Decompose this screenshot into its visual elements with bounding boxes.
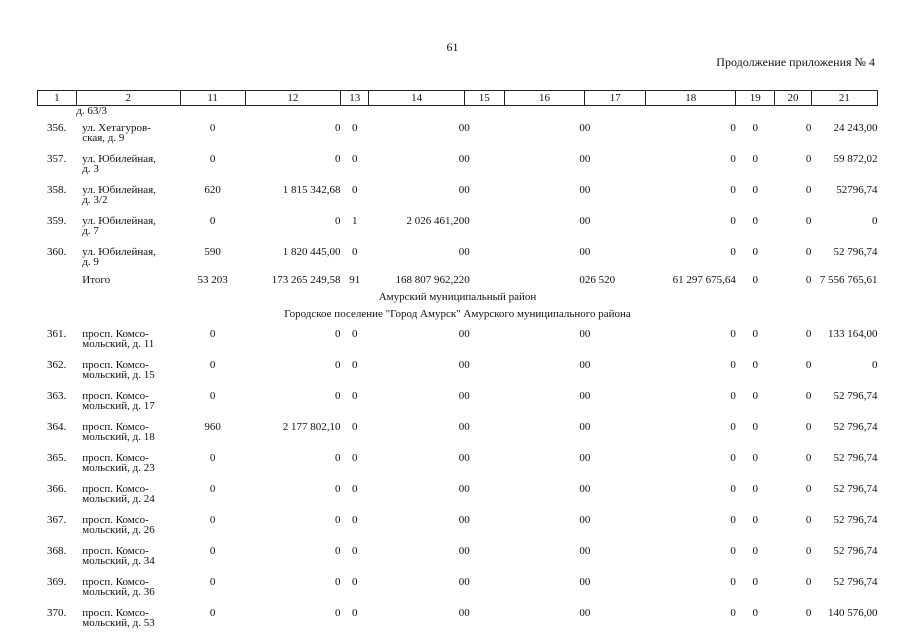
address-cell (76, 419, 180, 450)
value-cell-col-21: 52 796,74 (833, 452, 878, 464)
value-cell-col-20: 0 (805, 576, 812, 588)
value-cell-col-16: 0 (579, 390, 585, 402)
address-cell (76, 388, 180, 419)
address-line: мольский, д. 24 (82, 493, 155, 505)
district-heading: Амурский муниципальный район (378, 291, 537, 303)
value-cell-col-21: 52 796,74 (833, 576, 878, 588)
value-cell-col-15: 0 (464, 421, 470, 433)
value-cell-col-17: 0 (584, 215, 591, 227)
address-line: мольский, д. 26 (82, 524, 155, 536)
address-line: мольский, д. 18 (82, 431, 155, 443)
value-cell-col-17: 0 (584, 421, 591, 433)
value-cell-col-13: 0 (351, 452, 358, 464)
value-cell-col-15: 0 (464, 359, 470, 371)
value-cell-col-21: 52 796,74 (833, 390, 878, 402)
row-number: 368. (47, 545, 67, 557)
value-cell-col-21: 0 (872, 359, 878, 371)
value-cell-col-11: 0 (209, 328, 216, 340)
value-cell-col-19: 0 (752, 607, 758, 619)
value-cell-col-13: 1 (351, 215, 358, 227)
value-cell-col-19: 0 (752, 545, 758, 557)
value-cell-col-12: 0 (335, 153, 341, 165)
address-line: просп. Комсо- (82, 545, 149, 557)
total-cell-col-21: 7 556 765,61 (819, 274, 878, 286)
header-cell: 21 (811, 91, 877, 106)
address-line: д. 3 (82, 163, 99, 175)
value-cell-col-18: 0 (730, 483, 736, 495)
value-cell-col-15: 0 (464, 483, 470, 495)
value-cell-col-15: 0 (464, 390, 470, 402)
value-cell-col-18: 0 (730, 359, 736, 371)
value-cell-col-12: 0 (335, 215, 341, 227)
value-cell-col-17: 0 (584, 576, 591, 588)
address-cell (76, 182, 180, 213)
table-row (38, 213, 878, 244)
value-cell-col-13: 0 (351, 184, 358, 196)
row-number: 364. (47, 421, 67, 433)
value-cell-col-18: 0 (730, 421, 736, 433)
row-number: 359. (47, 215, 67, 227)
table-row (38, 151, 878, 182)
value-cell-col-17: 0 (584, 483, 591, 495)
address-cell (76, 151, 180, 182)
address-line: просп. Комсо- (82, 607, 149, 619)
value-cell-col-16: 0 (579, 483, 585, 495)
value-cell-col-20: 0 (805, 215, 812, 227)
value-cell-col-14: 0 (458, 576, 465, 588)
table-row (38, 244, 878, 275)
row-number: 365. (47, 452, 67, 464)
value-cell-col-17: 0 (584, 514, 591, 526)
value-cell-col-19: 0 (752, 359, 758, 371)
value-cell-col-17: 0 (584, 359, 591, 371)
district-row (38, 292, 878, 309)
value-cell-col-12: 0 (335, 576, 341, 588)
value-cell-col-16: 0 (579, 122, 585, 134)
value-cell-col-14: 0 (458, 452, 465, 464)
value-cell-col-11: 0 (209, 122, 216, 134)
value-cell-col-17: 0 (584, 607, 591, 619)
value-cell-col-14: 0 (458, 514, 465, 526)
value-cell-col-13: 0 (351, 483, 358, 495)
header-cell: 17 (585, 91, 646, 106)
value-cell-col-14: 0 (458, 545, 465, 557)
header-cell: 16 (504, 91, 585, 106)
address-line: просп. Комсо- (82, 514, 149, 526)
value-cell-col-20: 0 (805, 483, 812, 495)
value-cell-col-11: 0 (209, 607, 216, 619)
value-cell-col-18: 0 (730, 514, 736, 526)
row-number: 357. (47, 153, 67, 165)
header-row (38, 91, 878, 106)
table-body (38, 106, 878, 637)
value-cell-col-21: 52 796,74 (833, 514, 878, 526)
continuation-title: Продолжение приложения № 4 (716, 55, 875, 69)
value-cell-col-20: 0 (805, 122, 812, 134)
value-cell-col-16: 0 (579, 328, 585, 340)
value-cell-col-14: 0 (458, 246, 465, 258)
header-cell: 13 (341, 91, 369, 106)
address-line: просп. Комсо- (82, 421, 149, 433)
value-cell-col-17: 0 (584, 122, 591, 134)
value-cell-col-11: 0 (209, 390, 216, 402)
total-cell-col-20: 0 (805, 274, 812, 286)
value-cell-col-19: 0 (752, 328, 758, 340)
value-cell-col-21: 52 796,74 (833, 421, 878, 433)
header-cell: 15 (464, 91, 504, 106)
value-cell-col-13: 0 (351, 421, 358, 433)
value-cell-col-19: 0 (752, 452, 758, 464)
row-number: 366. (47, 483, 67, 495)
row-number: 362. (47, 359, 67, 371)
header-cell: 2 (76, 91, 180, 106)
value-cell-col-21: 140 576,00 (828, 607, 878, 619)
value-cell-col-18: 0 (730, 184, 736, 196)
value-cell-col-16: 0 (579, 452, 585, 464)
value-cell-col-16: 0 (579, 246, 585, 258)
table-row (38, 512, 878, 543)
address-line: просп. Комсо- (82, 483, 149, 495)
value-cell-col-14: 0 (458, 390, 465, 402)
value-cell-col-12: 0 (335, 452, 341, 464)
value-cell-col-14: 0 (458, 421, 465, 433)
value-cell-col-13: 0 (351, 153, 358, 165)
header-cell: 18 (646, 91, 736, 106)
address-cell: д. 63/3 (76, 105, 107, 117)
value-cell-col-15: 0 (464, 122, 470, 134)
value-cell-col-11: 0 (209, 452, 216, 464)
value-cell-col-11: 0 (209, 514, 216, 526)
value-cell-col-13: 0 (351, 390, 358, 402)
value-cell-col-15: 0 (464, 514, 470, 526)
total-cell-col-16: 0 (579, 274, 585, 286)
value-cell-col-20: 0 (805, 421, 812, 433)
value-cell-col-21: 133 164,00 (828, 328, 878, 340)
value-cell-col-21: 0 (872, 215, 878, 227)
value-cell-col-16: 0 (579, 215, 585, 227)
value-cell-col-12: 1 820 445,00 (282, 246, 341, 258)
address-cell (76, 605, 180, 636)
value-cell-col-17: 0 (584, 184, 591, 196)
value-cell-col-12: 1 815 342,68 (282, 184, 341, 196)
address-cell (76, 213, 180, 244)
value-cell-col-19: 0 (752, 153, 758, 165)
address-cell (76, 481, 180, 512)
settlement-heading: Городское поселение "Город Амурск" Амурского муниципального района (284, 308, 631, 320)
value-cell-col-17: 0 (584, 246, 591, 258)
row-number: 356. (47, 122, 67, 134)
address-line: ул. Юбилейная, (82, 246, 156, 258)
address-line: д. 7 (82, 225, 99, 237)
value-cell-col-20: 0 (805, 607, 812, 619)
address-cell (76, 450, 180, 481)
total-cell-col-18: 61 297 675,64 (672, 274, 736, 286)
address-cell (76, 120, 180, 151)
value-cell-col-12: 2 177 802,10 (282, 421, 341, 433)
page-number: 61 (446, 40, 459, 54)
address-cell (76, 357, 180, 388)
value-cell-col-16: 0 (579, 576, 585, 588)
value-cell-col-13: 0 (351, 545, 358, 557)
header-cell: 1 (38, 91, 77, 106)
value-cell-col-18: 0 (730, 607, 736, 619)
header-cell: 20 (775, 91, 812, 106)
value-cell-col-20: 0 (805, 545, 812, 557)
value-cell-col-21: 52 796,74 (833, 545, 878, 557)
value-cell-col-21: 24 243,00 (833, 122, 878, 134)
value-cell-col-21: 52796,74 (836, 184, 878, 196)
address-line: ул. Хетагуров- (82, 122, 151, 134)
total-label: Итого (82, 274, 111, 286)
address-line: просп. Комсо- (82, 390, 149, 402)
value-cell-col-12: 0 (335, 483, 341, 495)
address-line: мольский, д. 34 (82, 555, 155, 567)
value-cell-col-21: 52 796,74 (833, 483, 878, 495)
value-cell-col-12: 0 (335, 122, 341, 134)
value-cell-col-16: 0 (579, 359, 585, 371)
value-cell-col-12: 0 (335, 328, 341, 340)
value-cell-col-11: 0 (209, 545, 216, 557)
value-cell-col-15: 0 (464, 153, 470, 165)
value-cell-col-12: 0 (335, 390, 341, 402)
value-cell-col-13: 0 (351, 576, 358, 588)
address-line: просп. Комсо- (82, 452, 149, 464)
value-cell-col-20: 0 (805, 184, 812, 196)
total-row (38, 275, 878, 292)
value-cell-col-17: 0 (584, 153, 591, 165)
value-cell-col-19: 0 (752, 184, 758, 196)
value-cell-col-11: 0 (209, 576, 216, 588)
value-cell-col-13: 0 (351, 607, 358, 619)
address-line: мольский, д. 53 (82, 617, 155, 629)
value-cell-col-18: 0 (730, 576, 736, 588)
value-cell-col-12: 0 (335, 607, 341, 619)
table-row (38, 481, 878, 512)
value-cell-col-12: 0 (335, 545, 341, 557)
value-cell-col-14: 2 026 461,20 (406, 215, 465, 227)
value-cell-col-17: 0 (584, 328, 591, 340)
value-cell-col-11: 0 (209, 483, 216, 495)
address-line: ул. Юбилейная, (82, 153, 156, 165)
value-cell-col-11: 0 (209, 153, 216, 165)
value-cell-col-11: 0 (209, 215, 216, 227)
value-cell-col-16: 0 (579, 184, 585, 196)
value-cell-col-14: 0 (458, 359, 465, 371)
value-cell-col-16: 0 (579, 421, 585, 433)
value-cell-col-18: 0 (730, 328, 736, 340)
total-cell-col-11: 53 203 (197, 274, 228, 286)
value-cell-col-11: 620 (204, 184, 221, 196)
value-cell-col-18: 0 (730, 122, 736, 134)
address-line: ул. Юбилейная, (82, 215, 156, 227)
value-cell-col-14: 0 (458, 483, 465, 495)
address-cell (76, 543, 180, 574)
address-cell (76, 326, 180, 357)
value-cell-col-19: 0 (752, 514, 758, 526)
address-line: просп. Комсо- (82, 328, 149, 340)
total-cell-col-19: 0 (752, 274, 758, 286)
value-cell-col-12: 0 (335, 359, 341, 371)
address-line: д. 9 (82, 256, 99, 268)
value-cell-col-15: 0 (464, 328, 470, 340)
address-line: ул. Юбилейная, (82, 184, 156, 196)
address-line: мольский, д. 11 (82, 338, 155, 350)
address-line: д. 3/2 (82, 194, 108, 206)
header-cell: 11 (180, 91, 245, 106)
total-cell-col-15: 0 (464, 274, 470, 286)
row-number: 358. (47, 184, 67, 196)
address-line: просп. Комсо- (82, 359, 149, 371)
value-cell-col-13: 0 (351, 514, 358, 526)
value-cell-col-20: 0 (805, 246, 812, 258)
value-cell-col-11: 0 (209, 359, 216, 371)
blank-cell (38, 275, 77, 292)
value-cell-col-16: 0 (579, 607, 585, 619)
value-cell-col-13: 0 (351, 122, 358, 134)
settlement-row (38, 309, 878, 326)
value-cell-col-14: 0 (458, 153, 465, 165)
value-cell-col-18: 0 (730, 246, 736, 258)
value-cell-col-17: 0 (584, 390, 591, 402)
value-cell-col-21: 59 872,02 (833, 153, 878, 165)
row-number: 367. (47, 514, 67, 526)
total-cell-col-17: 26 520 (584, 274, 616, 286)
address-line: ская, д. 9 (82, 132, 125, 144)
value-cell-col-21: 52 796,74 (833, 246, 878, 258)
value-cell-col-19: 0 (752, 576, 758, 588)
table-row (38, 574, 878, 605)
address-line: мольский, д. 17 (82, 400, 155, 412)
value-cell-col-15: 0 (464, 545, 470, 557)
value-cell-col-15: 0 (464, 607, 470, 619)
value-cell-col-13: 0 (351, 359, 358, 371)
value-cell-col-11: 960 (204, 421, 221, 433)
value-cell-col-20: 0 (805, 153, 812, 165)
value-cell-col-16: 0 (579, 514, 585, 526)
value-cell-col-19: 0 (752, 390, 758, 402)
value-cell-col-18: 0 (730, 390, 736, 402)
value-cell-col-14: 0 (458, 122, 465, 134)
value-cell-col-15: 0 (464, 576, 470, 588)
value-cell-col-18: 0 (730, 215, 736, 227)
value-cell-col-14: 0 (458, 328, 465, 340)
value-cell-col-13: 0 (351, 328, 358, 340)
row-number: 369. (47, 576, 67, 588)
row-number: 361. (47, 328, 67, 340)
value-cell-col-18: 0 (730, 153, 736, 165)
address-line: мольский, д. 36 (82, 586, 155, 598)
value-cell-col-20: 0 (805, 328, 812, 340)
value-cell-col-17: 0 (584, 545, 591, 557)
value-cell-col-18: 0 (730, 452, 736, 464)
header-cell: 14 (369, 91, 464, 106)
value-cell-col-18: 0 (730, 545, 736, 557)
total-cell-col-13: 91 (349, 274, 361, 286)
total-cell-col-14: 168 807 962,22 (395, 274, 465, 286)
header-cell: 12 (245, 91, 340, 106)
table-row (38, 450, 878, 481)
value-cell-col-13: 0 (351, 246, 358, 258)
value-cell-col-20: 0 (805, 359, 812, 371)
table-row (38, 182, 878, 213)
address-line: мольский, д. 23 (82, 462, 155, 474)
value-cell-col-19: 0 (752, 215, 758, 227)
value-cell-col-19: 0 (752, 483, 758, 495)
appendix-table (37, 90, 878, 636)
row-number: 370. (47, 607, 67, 619)
value-cell-col-15: 0 (464, 215, 470, 227)
table-row (38, 605, 878, 636)
total-cell-col-12: 173 265 249,58 (271, 274, 341, 286)
address-cell (76, 512, 180, 543)
value-cell-col-15: 0 (464, 246, 470, 258)
value-cell-col-15: 0 (464, 184, 470, 196)
value-cell-col-20: 0 (805, 452, 812, 464)
value-cell-col-19: 0 (752, 122, 758, 134)
table-row (38, 388, 878, 419)
value-cell-col-19: 0 (752, 421, 758, 433)
value-cell-col-19: 0 (752, 246, 758, 258)
table-row (38, 120, 878, 151)
value-cell-col-14: 0 (458, 184, 465, 196)
address-cell (76, 244, 180, 275)
value-cell-col-11: 590 (204, 246, 221, 258)
table-row (38, 543, 878, 574)
value-cell-col-17: 0 (584, 452, 591, 464)
row-number: 363. (47, 390, 67, 402)
value-cell-col-20: 0 (805, 514, 812, 526)
value-cell-col-15: 0 (464, 452, 470, 464)
address-line: мольский, д. 15 (82, 369, 155, 381)
value-cell-col-20: 0 (805, 390, 812, 402)
table-row (38, 326, 878, 357)
table-row (38, 419, 878, 450)
value-cell-col-16: 0 (579, 545, 585, 557)
value-cell-col-16: 0 (579, 153, 585, 165)
value-cell-col-12: 0 (335, 514, 341, 526)
table-row (38, 357, 878, 388)
table-header (38, 91, 878, 106)
row-number: 360. (47, 246, 67, 258)
table-row (38, 106, 878, 121)
address-cell (76, 574, 180, 605)
value-cell-col-14: 0 (458, 607, 465, 619)
header-cell: 19 (736, 91, 775, 106)
address-line: просп. Комсо- (82, 576, 149, 588)
